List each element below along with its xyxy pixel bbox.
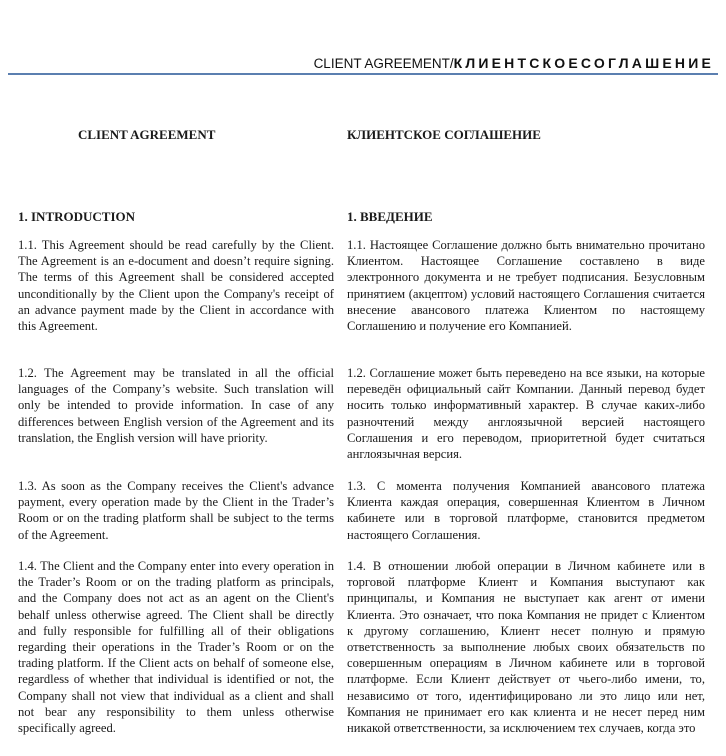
running-header: [314, 55, 714, 71]
doc-title-ru: КЛИЕНТСКОЕ СОГЛАШЕНИЕ: [347, 127, 541, 142]
header-ru: КЛИЕНТСКОЕСОГЛАШЕНИЕ: [453, 55, 714, 71]
paragraph-en-1-1: 1.1. This Agreement should be read carefully by the Client. The Agreement is an e-document and doesn’t require signing. The terms of this Agreement shall be considered accepted unconditionally by the Client upon the Company's receipt of an advance payment made by the Client in accordance with this Agreement.: [18, 238, 334, 334]
header-en: CLIENT AGREEMENT/: [313, 56, 454, 71]
section-heading-ru: 1. ВВЕДЕНИЕ: [347, 209, 433, 224]
paragraph-ru-1-3: 1.3. С момента получения Компанией авансового платежа Клиента каждая операция, совершенная Клиентом в Личном кабинете или в торговой платформе, становится предметом настоящего Соглашения.: [347, 479, 705, 542]
paragraph-en-1-2: 1.2. The Agreement may be translated in all the official languages of the Company’s website. Such translation will only be intended to provide information. In case of any differences between English version of the Agreement and its translation, the English version will have priority.: [18, 366, 334, 445]
paragraph-ru-1-2: 1.2. Соглашение может быть переведено на все языки, на которые переведён официальный сайт Компании. Данный перевод будет носить только информативный характер. В случае каких-либо разночтений между англоязычной версией настоящего Соглашения и его переводом, приоритетной будет считаться англоязычная версия.: [347, 366, 705, 462]
paragraph-en-1-4: 1.4. The Client and the Company enter into every operation in the Trader’s Room or on the trading platform as principals, and the Company does not act as an agent on the Client's behalf unless otherwise agreed. The Client shall be directly and fully responsible for fulfilling all of their obligations regarding their operations in the Trader’s Room or on the trading platform. If the Client acts on behalf of someone else, regardless of whether that individual is identified or not, the Company shall not view that individual as a client and shall not bear any responsibility to them unless otherwise specifically agreed.: [18, 559, 334, 736]
header-rule: [8, 73, 718, 75]
paragraph-en-1-3: 1.3. As soon as the Company receives the Client's advance payment, every operation made by the Client in the Trader’s Room or on the trading platform shall be subject to the terms of the Agreement.: [18, 479, 334, 542]
section-heading-en: 1. INTRODUCTION: [18, 209, 136, 224]
paragraph-ru-1-1: 1.1. Настоящее Соглашение должно быть внимательно прочитано Клиентом. Настоящее Соглашение составлено в виде электронного документа и не требует подписания. Безусловным принятием (акцептом) условий настоящего Соглашения считается внесение авансового платежа Клиентом по настоящему Соглашению и получение его Компанией.: [347, 238, 705, 334]
paragraph-ru-1-4: 1.4. В отношении любой операции в Личном кабинете или в торговой платформе Клиент и Компания выступают как принципалы, и Компания не выступает как агент от имени Клиента. Это означает, что пока Компания не придет с Клиентом к другому соглашению, Клиент несет полную и прямую ответственность за выполнение любых своих обязательств по совершенным операциям в Личном кабинете или в торговой платформе. Если Клиент действует от чьего-либо имени, то, независимо от того, идентифицировано ли это лицо или нет, Компания не принимает его как клиента и не несет перед ним никакой ответственности, за исключением тех случаев, когда это: [347, 559, 705, 736]
doc-title-en: CLIENT AGREEMENT: [78, 127, 216, 142]
